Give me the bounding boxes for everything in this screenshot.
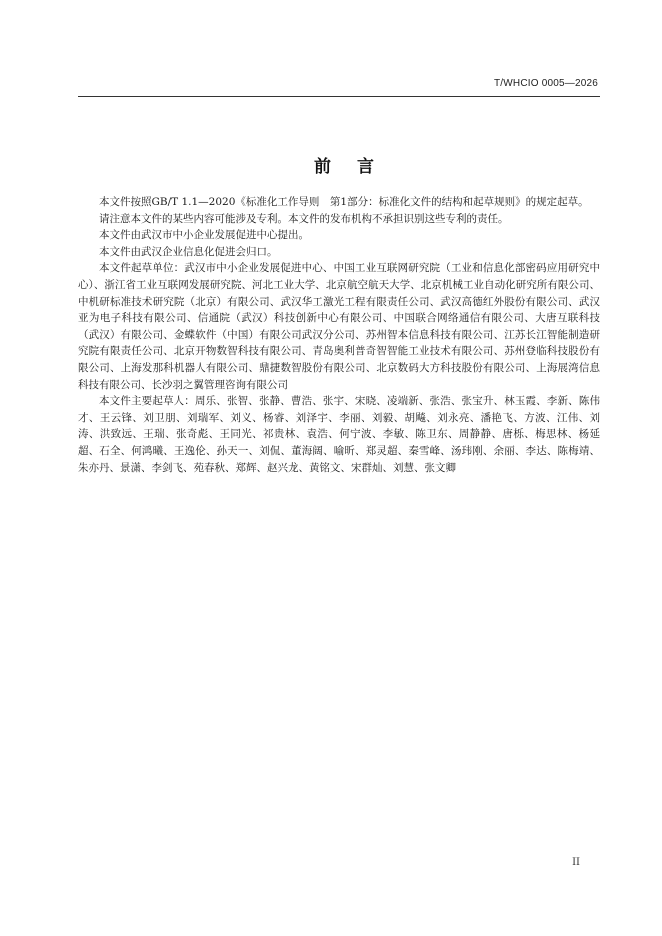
paragraph-drafting-rules: 本文件按照GB/T 1.1—2020《标准化工作导则 第1部分：标准化文件的结构和起草规则》的规定起草。 <box>99 196 589 208</box>
paragraph-proposer: 本文件由武汉市中小企业发展促进中心提出。 <box>99 229 309 242</box>
section-title: 前言 <box>314 157 400 177</box>
page-number: II <box>572 857 580 868</box>
document-code: T/WHCIO 0005—2026 <box>494 78 598 89</box>
paragraph-drafting-units: 本文件起草单位：武汉市中小企业发展促进中心、中国工业互联网研究院（工业和信息化部密码应用研究中心）、浙江省工业互联网发展研究院、河北工业大学、北京航空航天大学、北京机械工业自动化研究所有限公司、中机研标准技术研究院（北京）有限公司、武汉华工激光工程有限责任公司、武汉高德红外股份有限公司、武汉亚为电子科技有限公司、信通院（武汉）科技创新中心有限公司、中国联合网络通信有限公司、大唐互联科技（武汉）有限公司、金蝶软件（中国）有限公司武汉分公司、苏州智本信息科技有限公司、江苏长江智能制造研究院有限责任公司、北京开物数智科技有限公司、青岛奥利普奇智智能工业技术有限公司、苏州登临科技股份有限公司、上海发那科机器人有限公司、鼎捷数智股份有限公司、北京数码大方科技股份有限公司、上海展湾信息科技有限公司、长沙羽之翼管理咨询有限公司 <box>78 262 600 391</box>
header-divider <box>78 96 600 97</box>
paragraph-centralized-unit: 本文件由武汉企业信息化促进会归口。 <box>99 245 278 258</box>
foreword-body <box>78 194 600 476</box>
paragraph-patent-notice: 请注意本文件的某些内容可能涉及专利。本文件的发布机构不承担识别这些专利的责任。 <box>99 212 509 225</box>
paragraph-drafters: 本文件主要起草人：周乐、张智、张静、曹浩、张宇、宋晓、凌端新、张浩、张宝升、林玉霞、李新、陈伟才、王云锋、刘卫朋、刘瑞军、刘义、杨睿、刘泽宇、李丽、刘毅、胡飚、刘永亮、潘艳飞、方波、江伟、刘涛、洪致远、王瑞、张奇彪、王同光、祁贵林、袁浩、何宁波、李敏、陈卫东、周静静、唐栎、梅思林、杨延超、石全、何鸿曦、王逸伦、孙天一、刘侃、董海阔、喻昕、郑灵超、秦雪峰、汤玮刚、余丽、李达、陈梅靖、朱亦丹、景潇、李剑飞、苑春秋、郑辉、赵兴龙、黄铭文、宋群灿、刘慧、张文卿 <box>78 395 600 474</box>
